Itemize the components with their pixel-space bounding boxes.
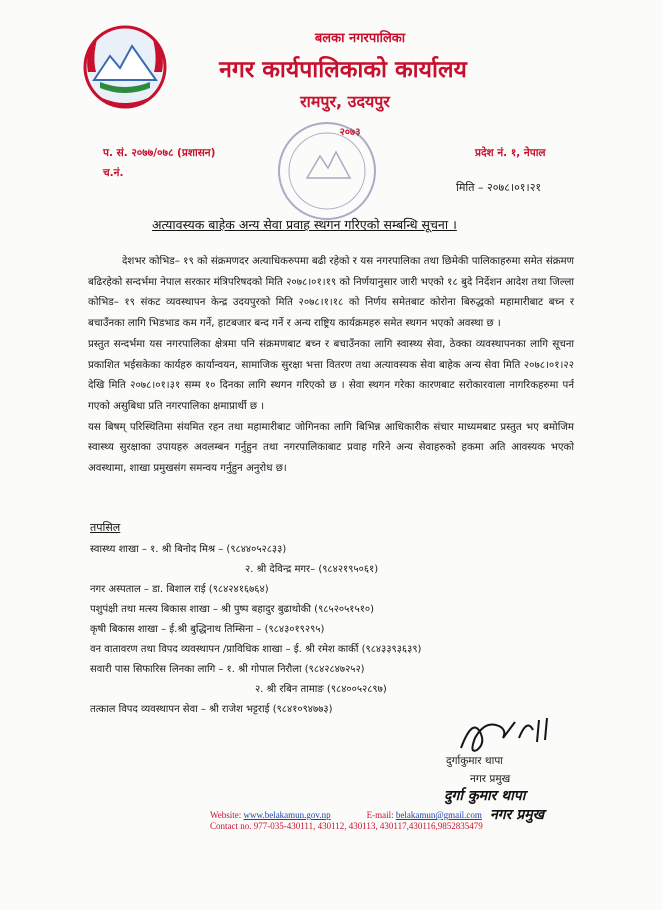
handwritten-signature [455, 708, 565, 758]
annex-row: सवारी पास सिफारिस लिनका लागि – १. श्री गोपाल निरौला (९८४२८४७२५२) [90, 664, 365, 675]
annex-row: नगर अस्पताल – डा. बिशाल राई (९८४२४१६७६४) [90, 584, 269, 595]
annex-row: तत्काल विपद व्यवस्थापन सेवा – श्री राजेश भट्टराई (९८४१०९४७७३) [90, 704, 333, 715]
website-link[interactable]: www.belakamun.gov.np [243, 810, 331, 820]
nepal-emblem-icon [80, 22, 170, 112]
website-label: Website: [210, 810, 242, 820]
body-paragraph: यस बिषम् परिस्थितिमा संयमित रहन तथा महामारीबाट जोगिनका लागि बिभिन्न आधिकारीक संचार माध्यमबाट प्रस्तुत भए बमोजिम स्वास्थ्य सुरक्षाका उपायहरु अवलम्बन गर्नुहुन तथा नगरपालिकाबाट प्रवाह गरिने अन्य सेवाहरुको हकमा अति आवस्यक भएको अवस्थामा, शाखा प्रमुखसंग समन्वय गर्नुहुन अनुरोध छ। [88, 421, 574, 475]
annex-row: २. श्री रबिन तामाङ (९८४००५२८९७) [255, 684, 387, 695]
email-label: E-mail: [366, 810, 394, 820]
established-year: २०७३ [339, 127, 361, 138]
office-seal-icon [272, 116, 382, 226]
email-link[interactable]: belakamun@gmail.com [395, 810, 482, 820]
letter-date: मिति – २०७८।०१।२१ [456, 181, 542, 194]
notice-body [88, 252, 574, 480]
notice-subject: अत्यावस्यक बाहेक अन्य सेवा प्रवाह स्थगन गरिएको सम्बन्धि सूचना । [152, 217, 457, 232]
body-paragraph: प्रस्तुत सन्दर्भमा यस नगरपालिका क्षेत्रमा पनि संक्रमणबाट बच्न र बचाउँनका लागि स्वास्थ्य सेवा, ठेक्का व्यवस्थापनका लागि सूचना प्रकाशित भईसकेका कार्यहरु कार्यान्वयन, सामाजिक सुरक्षा भत्ता वितरण तथा अत्यावस्यक सेवा बाहेक अन्य सेवा मिति २०७८।०१।२२ देखि मिति २०७८।०१।३१ सम्म १० दिनका लागि स्थगन गरिएको छ । सेवा स्थगन गरेका कारणबाट सरोकारवाला नागरिकहरुमा पर्न गएको असुबिधा प्रति नगरपालिका क्षमाप्रार्थी छ । [88, 338, 574, 412]
name-stamp: दुर्गा कुमार थापा [444, 788, 526, 804]
office-title: नगर कार्यपालिकाको कार्यालय [219, 57, 467, 83]
annex-contact-list [90, 540, 560, 720]
footer-contact [210, 810, 510, 832]
municipality-name: बलका नगरपालिका [314, 31, 406, 46]
signer-name: दुर्गाकुमार थापा [446, 755, 504, 767]
annex-title: तपसिल [90, 521, 121, 534]
dispatch-number: च.नं. [103, 167, 124, 179]
province-label: प्रदेश नं. १, नेपाल [475, 147, 546, 159]
annex-row: २. श्री देविन्द्र मगर– (९८४२१९५०६१) [245, 564, 379, 575]
office-location: रामपुर, उदयपुर [300, 92, 390, 111]
annex-row: पशुपंक्षी तथा मत्स्य बिकास शाखा – श्री पुष्प बहादुर बुढाथोकी (९८५२०५१५१०) [90, 604, 374, 615]
annex-row: कृषी बिकास शाखा – ई.श्री बुद्धिनाथ तिम्सिना – (९८४३०१९२९५) [90, 624, 325, 635]
reference-number: प. सं. २०७७/०७८ (प्रशासन) [103, 147, 216, 159]
post-stamp: नगर प्रमुख [490, 807, 545, 823]
annex-row: स्वास्थ्य शाखा – १. श्री बिनोद मिश्र – (९८४४०५२८३३) [90, 544, 287, 555]
footer-contact-numbers: Contact no. 977-035-430111, 430112, 430113, 430117,430116,9852835479 [210, 821, 483, 831]
footer-line-1 [210, 810, 510, 821]
body-paragraph: देशभर कोभिड– १९ को संक्रमणदर अत्याधिकरुपमा बढी रहेको र यस नगरपालिका तथा छिमेकी पालिकाहरुमा समेत संक्रमण बढिरहेको सन्दर्भमा नेपाल सरकार मंत्रिपरिषदको मिति २०७८।०१।१९ को निर्णयानुसार जारी भएको १८ बुदे निर्देशन आदेश तथा जिल्ला कोभिड– १९ संकट व्यवस्थापन केन्द्र उदयपुरको मिति २०७८।१।१८ को निर्णय समेतबाट कोरोना बिरुद्धको महामारीबाट बच्न र बचाउँनका लागि भिडभाड कम गर्ने, हाटबजार बन्द गर्ने र अन्य राष्ट्रिय कार्यक्रमहरु समेत स्थगन भएको अवस्था छ । [88, 256, 574, 330]
annex-row: वन वातावरण तथा विपद व्यवस्थापन /प्राविधिक शाखा – ई. श्री रमेश कार्की (९८४३३९३६३९) [90, 644, 422, 655]
signer-post: नगर प्रमुख [470, 773, 511, 785]
